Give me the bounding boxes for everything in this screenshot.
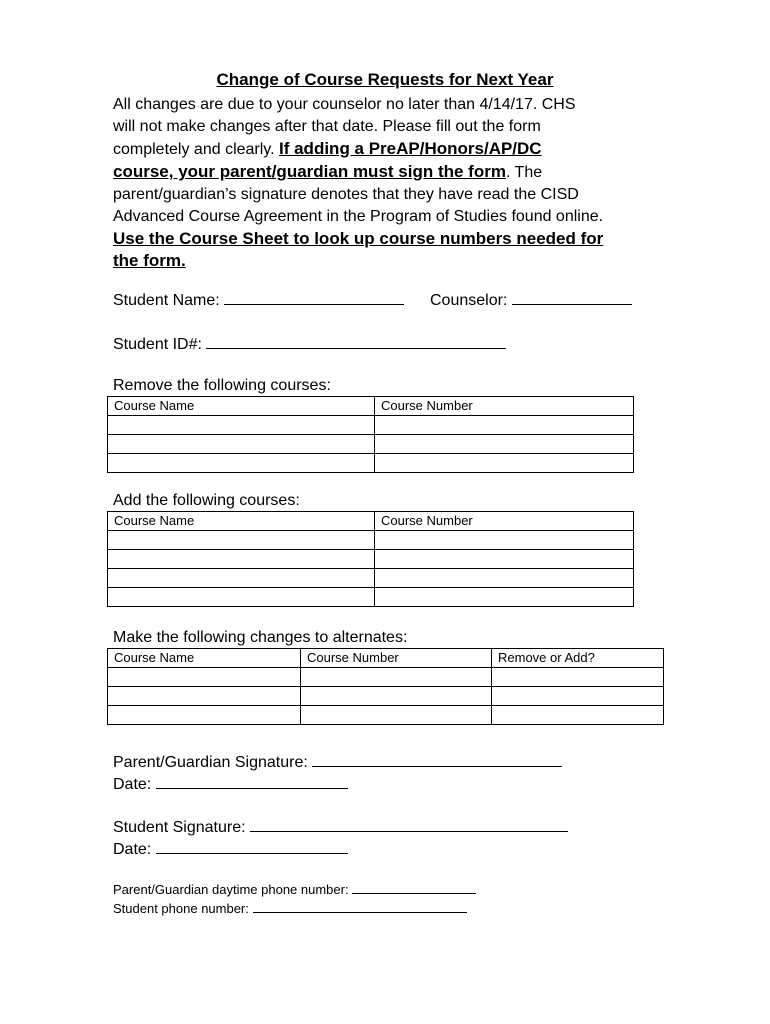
parent-signature-field[interactable] xyxy=(312,752,562,767)
parent-signature-label: Parent/Guardian Signature: xyxy=(113,754,308,771)
course-name-cell[interactable] xyxy=(108,416,375,435)
course-number-cell[interactable] xyxy=(375,531,634,550)
counselor-row xyxy=(430,290,632,310)
intro-emphasis: the form. xyxy=(113,251,186,270)
table-row xyxy=(108,550,634,569)
course-name-cell[interactable] xyxy=(108,668,301,687)
student-name-field[interactable] xyxy=(224,290,404,305)
column-header-course-name: Course Name xyxy=(108,512,375,531)
course-name-cell[interactable] xyxy=(108,588,375,607)
course-number-cell[interactable] xyxy=(375,435,634,454)
table-row xyxy=(108,588,634,607)
course-name-cell[interactable] xyxy=(108,706,301,725)
table-row xyxy=(108,531,634,550)
course-number-cell[interactable] xyxy=(375,588,634,607)
intro-line xyxy=(113,161,673,184)
course-number-cell[interactable] xyxy=(375,550,634,569)
parent-phone-label: Parent/Guardian daytime phone number: xyxy=(113,882,349,897)
add-section-label: Add the following courses: xyxy=(113,492,300,509)
table-row xyxy=(108,668,664,687)
table-row xyxy=(108,687,664,706)
course-number-cell[interactable] xyxy=(301,668,492,687)
table-header-row xyxy=(108,512,634,531)
parent-date-field[interactable] xyxy=(156,774,348,789)
column-header-course-number: Course Number xyxy=(375,512,634,531)
course-name-cell[interactable] xyxy=(108,454,375,473)
intro-text: completely and clearly. xyxy=(113,141,279,158)
course-number-cell[interactable] xyxy=(375,416,634,435)
intro-line xyxy=(113,138,673,161)
intro-line: All changes are due to your counselor no later than 4/14/17. CHS xyxy=(113,96,576,113)
student-name-row xyxy=(113,290,404,310)
course-number-cell[interactable] xyxy=(375,454,634,473)
parent-date-label: Date: xyxy=(113,776,152,793)
table-row xyxy=(108,706,664,725)
column-header-course-name: Course Name xyxy=(108,397,375,416)
student-date-row xyxy=(113,839,348,859)
student-phone-field[interactable] xyxy=(253,901,467,913)
student-id-field[interactable] xyxy=(206,334,506,349)
parent-phone-field[interactable] xyxy=(352,882,476,894)
table-row xyxy=(108,416,634,435)
course-number-cell[interactable] xyxy=(375,569,634,588)
add-courses-table xyxy=(107,511,634,607)
intro-emphasis: Use the Course Sheet to look up course numbers needed for xyxy=(113,229,604,248)
table-row xyxy=(108,569,634,588)
intro-line: parent/guardian’s signature denotes that they have read the CISD xyxy=(113,186,579,203)
course-number-cell[interactable] xyxy=(301,706,492,725)
student-phone-row xyxy=(113,901,467,916)
remove-or-add-cell[interactable] xyxy=(492,668,664,687)
column-header-remove-or-add: Remove or Add? xyxy=(492,649,664,668)
intro-emphasis: course, your parent/guardian must sign the form xyxy=(113,162,506,181)
table-row xyxy=(108,454,634,473)
column-header-course-name: Course Name xyxy=(108,649,301,668)
intro-line: Advanced Course Agreement in the Program of Studies found online. xyxy=(113,208,604,225)
intro-text: . The xyxy=(505,164,543,181)
intro-emphasis: If adding a PreAP/Honors/AP/DC xyxy=(279,139,542,158)
remove-section-label: Remove the following courses: xyxy=(113,377,331,394)
student-date-label: Date: xyxy=(113,841,152,858)
student-date-field[interactable] xyxy=(156,839,348,854)
remove-or-add-cell[interactable] xyxy=(492,687,664,706)
course-name-cell[interactable] xyxy=(108,435,375,454)
table-row xyxy=(108,435,634,454)
intro-line: will not make changes after that date. Please fill out the form xyxy=(113,118,541,135)
counselor-label: Counselor: xyxy=(430,292,508,309)
course-name-cell[interactable] xyxy=(108,569,375,588)
student-signature-label: Student Signature: xyxy=(113,819,246,836)
parent-signature-row xyxy=(113,752,562,772)
student-signature-field[interactable] xyxy=(250,817,568,832)
page-title: Change of Course Requests for Next Year xyxy=(216,70,554,89)
parent-date-row xyxy=(113,774,348,794)
student-id-label: Student ID#: xyxy=(113,336,202,353)
alternates-table xyxy=(107,648,664,725)
column-header-course-number: Course Number xyxy=(375,397,634,416)
student-signature-row xyxy=(113,817,568,837)
course-number-cell[interactable] xyxy=(301,687,492,706)
parent-phone-row xyxy=(113,882,476,897)
course-name-cell[interactable] xyxy=(108,531,375,550)
counselor-field[interactable] xyxy=(512,290,632,305)
remove-courses-table xyxy=(107,396,634,473)
student-id-row xyxy=(113,334,506,354)
course-name-cell[interactable] xyxy=(108,550,375,569)
course-name-cell[interactable] xyxy=(108,687,301,706)
instructions-paragraph xyxy=(113,94,673,272)
table-header-row xyxy=(108,397,634,416)
remove-or-add-cell[interactable] xyxy=(492,706,664,725)
alternates-section-label: Make the following changes to alternates: xyxy=(113,629,408,646)
student-name-label: Student Name: xyxy=(113,292,220,309)
table-header-row xyxy=(108,649,664,668)
column-header-course-number: Course Number xyxy=(301,649,492,668)
student-phone-label: Student phone number: xyxy=(113,901,249,916)
